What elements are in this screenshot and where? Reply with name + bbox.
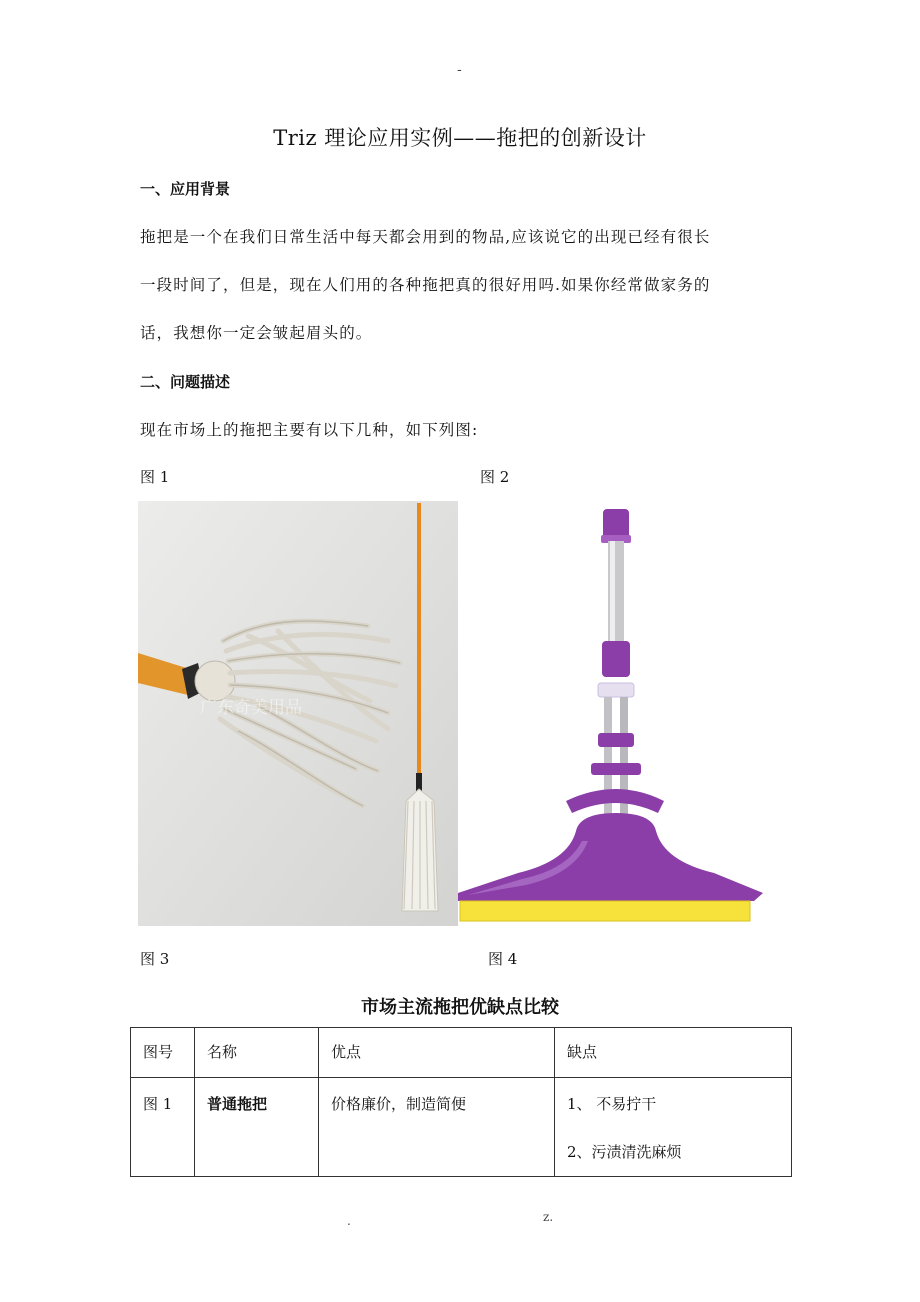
row-cell-name: 普通拖把 bbox=[195, 1078, 319, 1177]
cons-item-2: 2、污渍清洗麻烦 bbox=[567, 1143, 682, 1161]
figure-label-1: 图 1 bbox=[140, 468, 170, 486]
section-heading-background: 一、应用背景 bbox=[140, 180, 231, 198]
figure-label-2: 图 2 bbox=[480, 468, 510, 486]
row-cell-pros: 价格廉价，制造简便 bbox=[319, 1078, 555, 1177]
row-cell-number: 图 1 bbox=[131, 1078, 195, 1177]
cons-item-1: 1、 不易拧干 bbox=[567, 1095, 657, 1113]
header-cell-number: 图号 bbox=[131, 1028, 195, 1078]
table-row bbox=[131, 1078, 792, 1177]
row-cell-cons bbox=[555, 1078, 792, 1177]
table-title: 市场主流拖把优缺点比较 bbox=[361, 997, 559, 1018]
paragraph-line-3: 话，我想你一定会皱起眉头的。 bbox=[140, 324, 373, 342]
paragraph-line-1: 拖把是一个在我们日常生活中每天都会用到的物品,应该说它的出现已经有很长 bbox=[140, 228, 711, 246]
header-cell-name: 名称 bbox=[195, 1028, 319, 1078]
mop-photo-squeeze bbox=[458, 501, 763, 926]
header-mark: - bbox=[457, 62, 462, 78]
table-header-row bbox=[131, 1028, 792, 1078]
mop-photo-string bbox=[138, 501, 458, 926]
figure-label-3: 图 3 bbox=[140, 950, 170, 968]
section-heading-problem: 二、问题描述 bbox=[140, 373, 231, 391]
header-cell-cons: 缺点 bbox=[555, 1028, 792, 1078]
figure-label-4: 图 4 bbox=[488, 950, 518, 968]
page-title: Triz 理论应用实例——拖把的创新设计 bbox=[273, 126, 647, 150]
paragraph-line-2: 一段时间了，但是，现在人们用的各种拖把真的很好用吗.如果你经常做家务的 bbox=[140, 276, 711, 294]
problem-intro: 现在市场上的拖把主要有以下几种，如下列图: bbox=[140, 421, 479, 439]
footer-left-mark: . bbox=[347, 1214, 351, 1228]
photo-watermark: 广东奇美用品 bbox=[200, 698, 302, 718]
header-cell-pros: 优点 bbox=[319, 1028, 555, 1078]
footer-right-mark: z. bbox=[543, 1210, 554, 1224]
comparison-table bbox=[130, 1027, 792, 1177]
